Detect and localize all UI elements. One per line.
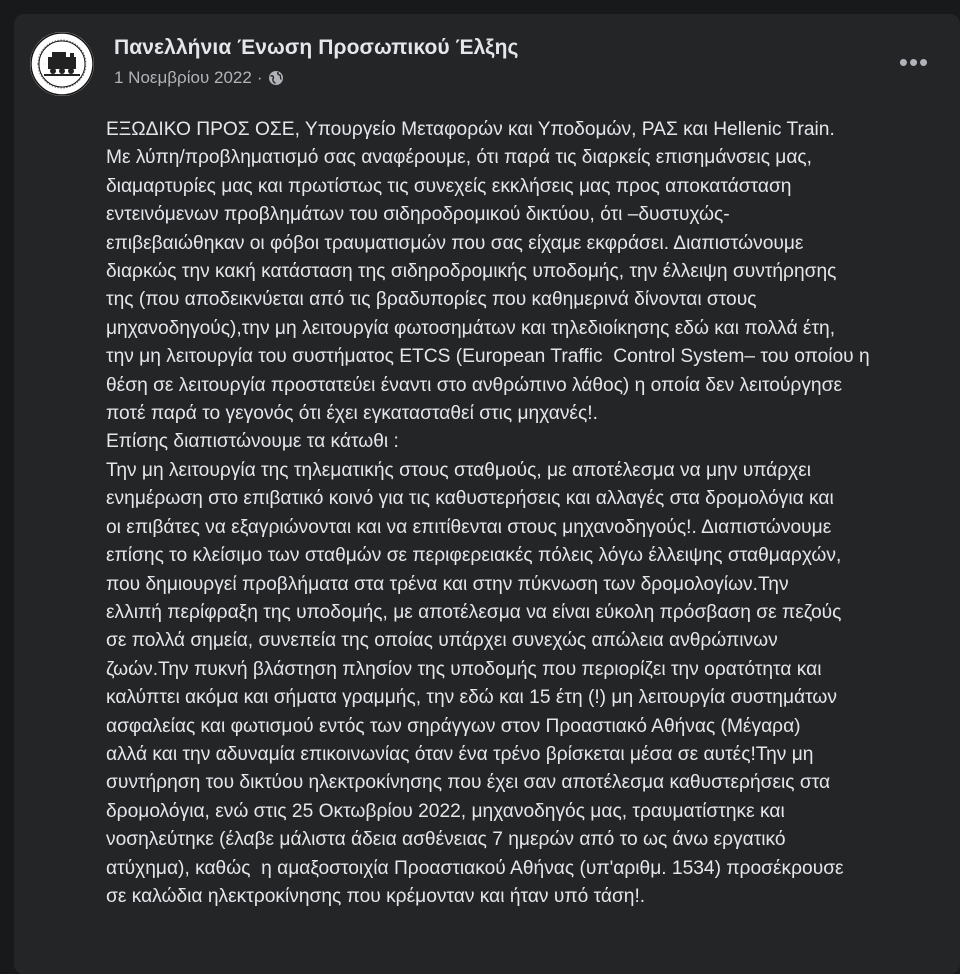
globe-icon[interactable] bbox=[268, 70, 284, 86]
post-text-line: επιβεβαιώθηκαν οι φόβοι τραυματισμών που σας είχαμε εκφράσει. Διαπιστώνουμε bbox=[106, 232, 804, 254]
post-text-line: ατύχημα), καθώς η αμαξοστοιχία Προαστιακού Αθήνας (υπ'αριθμ. 1534) προσέκρουσε bbox=[106, 857, 844, 879]
author-name[interactable]: Πανελλήνια Ένωση Προσωπικού Έλξης bbox=[114, 36, 519, 59]
meta-separator: · bbox=[256, 68, 263, 87]
avatar[interactable] bbox=[30, 32, 94, 96]
post-text-line: ασφαλείας και φωτισμού εντός των σηράγγων στον Προαστιακό Αθήνας (Μέγαρα) bbox=[106, 715, 801, 737]
post-text-line: ζωών.Την πυκνή βλάστηση πλησίον της υποδομής που περιορίζει την ορατότητα και bbox=[106, 658, 822, 680]
post-text-line: ποτέ παρά το γεγονός ότι έχει εγκατασταθεί στις μηχανές!. bbox=[106, 403, 598, 425]
post-text-line: οι επιβάτες να εξαγριώνονται και να επιτίθενται στους μηχανοδηγούς!. Διαπιστώνουμε bbox=[106, 516, 832, 538]
post-text-line: σε πολλά σημεία, συνεπεία της οποίας υπάρχει συνεχώς απώλεια ανθρώπινων bbox=[106, 630, 778, 652]
more-options-icon: ••• bbox=[898, 46, 930, 77]
post-card bbox=[14, 14, 960, 974]
post-text-line: συντήρηση του δικτύου ηλεκτροκίνησης που έχει σαν αποτέλεσμα καθυστερήσεις στα bbox=[106, 772, 831, 794]
post-text-line: εντεινόμενων προβλημάτων του σιδηροδρομικού δικτύου, ότι –δυστυχώς- bbox=[106, 204, 730, 226]
union-logo-icon bbox=[30, 32, 94, 96]
post-text-line: ενημέρωση στο επιβατικό κοινό για τις καθυστερήσεις και αλλαγές στα δρομολόγια και bbox=[106, 488, 834, 510]
post-text-line: επίσης το κλείσιμο των σταθμών σε περιφερειακές πόλεις λόγω έλλειψης σταθμαρχών, bbox=[106, 545, 842, 567]
post-text-line: που δημιουργεί προβλήματα στα τρένα και στην πύκνωση των δρομολογίων.Την bbox=[106, 573, 789, 595]
post-body bbox=[106, 116, 960, 911]
post-text-line: σε καλώδια ηλεκτροκίνησης που κρέμονταν και ήταν υπό τάση!. bbox=[106, 885, 646, 907]
post-date[interactable]: 1 Νοεμβρίου 2022 bbox=[114, 68, 252, 87]
post-text-line: ελλιπή περίφραξη της υποδομής, με αποτέλεσμα να είναι εύκολη πρόσβαση σε πεζούς bbox=[106, 601, 842, 623]
post-text-line: διαρκώς την κακή κατάσταση της σιδηροδρομικής υποδομής, την έλλειψη συντήρησης bbox=[106, 261, 837, 283]
post-text-line: ΕΞΩΔΙΚΟ ΠΡΟΣ ΟΣΕ, Υπουργείο Μεταφορών και Υποδομών, ΡΑΣ και Hellenic Train. bbox=[106, 119, 835, 140]
post-header bbox=[30, 32, 940, 102]
post-text-line: Με λύπη/προβληματισμό σας αναφέρουμε, ότι παρά τις διαρκείς επισημάνσεις μας, bbox=[106, 147, 812, 169]
post-text-line: Την μη λειτουργία της τηλεματικής στους σταθμούς, με αποτέλεσμα να μην υπάρχει bbox=[106, 459, 812, 481]
post-text-line: μηχανοδηγούς),την μη λειτουργία φωτοσημάτων και τηλεδιοίκησης εδώ και πολλά έτη, bbox=[106, 317, 836, 339]
post-text-line: της (που αποδεικνύεται από τις βραδυπορίες που καθημερινά δίνονται στους bbox=[106, 289, 757, 311]
post-text-line: Επίσης διαπιστώνουμε τα κάτωθι : bbox=[106, 431, 399, 453]
post-text-line: την μη λειτουργία του συστήματος ETCS (European Traffic Control System– του οποίου η bbox=[106, 346, 870, 368]
post-text-line: θέση σε λειτουργία προστατεύει έναντι στο ανθρώπινο λάθος) η οποία δεν λειτούργησε bbox=[106, 374, 843, 396]
post-text-line: δρομολόγια, ενώ στις 25 Οκτωβρίου 2022, μηχανοδηγός μας, τραυματίστηκε και bbox=[106, 800, 785, 822]
more-options-button[interactable] bbox=[896, 48, 932, 76]
post-text-line: διαμαρτυρίες μας και πρωτίστως τις συνεχείς εκκλήσεις μας προς αποκατάσταση bbox=[106, 175, 792, 197]
post-text-line: καλύπτει ακόμα και σήματα γραμμής, την εδώ και 15 έτη (!) μη λειτουργία συστημάτων bbox=[106, 687, 837, 709]
post-meta bbox=[114, 68, 284, 88]
post-text-line: νοσηλεύτηκε (έλαβε μάλιστα άδεια ασθένειας 7 ημερών από το ως άνω εργατικό bbox=[106, 829, 786, 851]
post-text-line: αλλά και την αδυναμία επικοινωνίας όταν ένα τρένο βρίσκεται μέσα σε αυτές!Την μη bbox=[106, 743, 814, 765]
